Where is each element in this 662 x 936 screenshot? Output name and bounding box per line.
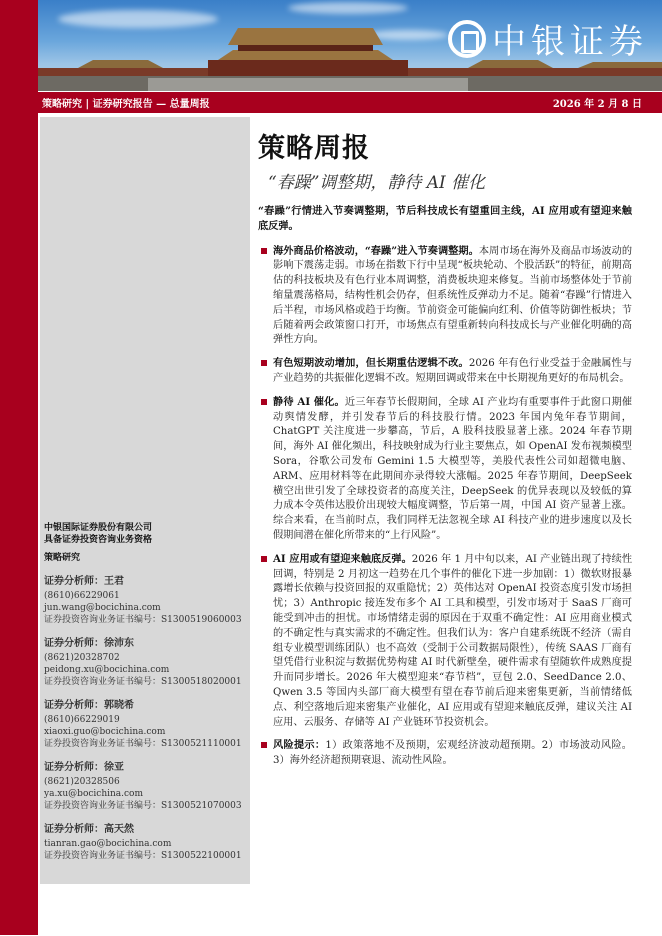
brand-name: 中银证券 <box>492 22 648 62</box>
bullet-heading: 海外商品价格波动，“春躁”进入节奏调整期。 <box>273 244 479 257</box>
analyst-phone: (8621)20328702 <box>44 653 120 663</box>
analyst-phone: (8610)66229061 <box>44 591 120 601</box>
report-category-band <box>38 92 662 113</box>
bullet-body: 近三年春节长假期间，全球 AI 产业均有重要事件于此窗口期催动舆情发酵，并引发春节后的科技股行情。2023 年国内兔年春节期间，ChatGPT 关注度进一步攀高，节后，A 股科技股显著上涨。2024 年春节期间，海外 AI 催化频出，科技映射成为行业主要焦点，如 OpenAI 发布视频模型 Sora，谷歌公司发布 Gemini 1.5 大模型等，美股代表性公司如超微电脑、ARM、应用材料等在此期间亦录得较大涨幅。2025 年春节期间，DeepSeek 横空出世引发了全球投资者的高度关注，DeepSeek 的优异表现以及较低的算力成本令英伟达股价出现较大幅度调整，节后第一周，中国 AI 资产显著上涨。综合来看，在当前时点，我们同样无法忽视全球 AI 科技产业的进步速度以及长假期间潜在催化所带来的“上行风险”。 <box>273 396 633 541</box>
analyst-phone: (8610)66229019 <box>44 715 120 725</box>
bullet-point <box>258 356 632 387</box>
bullet-heading: AI 应用或有望迎来触底反弹。 <box>273 552 412 565</box>
analyst-card <box>44 762 249 812</box>
header-banner <box>38 0 662 91</box>
brand-logo <box>448 14 648 63</box>
analyst-email[interactable]: jun.wang@bocichina.com <box>44 603 161 613</box>
bullet-body: 1）政策落地不及预期，宏观经济波动超预期。2）市场波动风险。3）海外经济超预期衰退、流动性风险。 <box>273 740 632 767</box>
bullet-square-icon <box>261 742 267 748</box>
analyst-info <box>44 522 249 862</box>
report-category: 策略研究 | 证券研究报告 — 总量周报 <box>42 99 210 110</box>
analyst-email[interactable]: ya.xu@bocichina.com <box>44 789 144 799</box>
qualification: 具备证券投资咨询业务资格 <box>44 535 153 545</box>
bullet-body: 2026 年 1 月中旬以来，AI 产业链出现了持续性回调，特别是 2 月初这一趋势在几个事件的催化下进一步加剧：1）微软财报暴露增长依赖与投资回报的双重隐忧；2）英伟达对 OpenAI 投资态度引发市场担忧；3）Anthropic 接连发布多个 AI 工具和模型，引发市场对于 SaaS 厂商可能受到冲击的担忧。市场情绪走弱的原因在于双重不确定性：AI 应用商业模式的不确定性与真实需求的不确定性。但我们认为：客户自建系统既不经济（需自组专业模型训练团队）也不高效（受制于公司数据局限性），传统 SAAS 厂商有望凭借行业积淀与数据优势构建 AI 时代新壁垒，硬件需求有望随软件成熟度提升而同步增长。2026 年大模型迎来“春节档”，豆包 2.0、SeedDance 2.0、Qwen 3.5 等国内头部厂商大模型有望在春节前后迎来密集更新，当前情绪低点、利空落地后迎来密集产业催化，AI 应用或有望迎来触底反弹，建议关注 AI 应用、云服务、存储等 AI 产业链环节投资机会。 <box>273 553 633 728</box>
analyst-name: 证券分析师：王君 <box>44 576 124 587</box>
bullet-point <box>258 738 632 769</box>
department: 策略研究 <box>44 553 81 563</box>
analyst-card <box>44 824 249 862</box>
summary <box>258 204 632 777</box>
page-title: 策略周报 <box>258 133 370 164</box>
analyst-card <box>44 700 249 750</box>
analyst-name: 证券分析师：徐沛东 <box>44 638 134 649</box>
analyst-cert: 证券投资咨询业务证书编号：S1300521070003 <box>44 801 242 811</box>
analyst-cert: 证券投资咨询业务证书编号：S1300518020001 <box>44 677 242 687</box>
analyst-name: 证券分析师：高天然 <box>44 824 134 835</box>
analyst-email[interactable]: peidong.xu@bocichina.com <box>44 665 170 675</box>
bullet-body: 本周市场在海外及商品市场波动的影响下震荡走弱。市场在指数下行中呈现“板块轮动、个股活跃”的特征，前期高估的科技板块及有色行业本周调整，消费板块迎来修复。当前市场整体处于节前缩量震荡格局，结构性机会仍存，但系统性反弹动力不足。随着“春躁”行情进入后半程，市场风格或趋于均衡。节前资金可能偏向红利、价值等防御性板块；节后随着两会政策窗口打开，市场焦点有望重新转向科技成长与产业催化明确的高弹性方向。 <box>273 245 633 346</box>
boc-logo-icon <box>448 20 486 58</box>
lead-summary: “春躁”行情进入节奏调整期，节后科技成长有望重回主线，AI 应用或有望迎来触底反弹。 <box>258 205 632 232</box>
bullet-point <box>258 395 632 544</box>
bullet-point <box>258 244 632 349</box>
analyst-cert: 证券投资咨询业务证书编号：S1300522100001 <box>44 851 242 861</box>
bullet-square-icon <box>261 556 267 562</box>
analyst-email[interactable]: tianran.gao@bocichina.com <box>44 839 172 849</box>
company-name: 中银国际证券股份有限公司 <box>44 523 153 533</box>
analyst-email[interactable]: xiaoxi.guo@bocichina.com <box>44 727 166 737</box>
bullet-heading: 静待 AI 催化。 <box>273 395 345 408</box>
analyst-cert: 证券投资咨询业务证书编号：S1300519060003 <box>44 615 242 625</box>
bullet-square-icon <box>261 399 267 405</box>
analyst-card <box>44 638 249 688</box>
analyst-cert: 证券投资咨询业务证书编号：S1300521110001 <box>44 739 242 749</box>
analyst-card <box>44 576 249 626</box>
bullet-body: 2026 年有色行业受益于金融属性与产业趋势的共振催化逻辑不改。短期回调或带来在中长期视角更好的布局机会。 <box>273 358 632 384</box>
bullet-point <box>258 552 632 731</box>
report-date: 2026 年 2 月 8 日 <box>552 99 642 110</box>
bullet-heading: 风险提示： <box>273 739 326 752</box>
bullet-heading: 有色短期波动增加，但长期重估逻辑不改。 <box>273 357 469 370</box>
left-brand-strip <box>0 0 38 935</box>
analyst-phone: (8621)20328506 <box>44 777 120 787</box>
analyst-name: 证券分析师：郭晓希 <box>44 700 134 711</box>
bullet-square-icon <box>261 360 267 366</box>
page-subtitle: “春躁”调整期，静待 AI 催化 <box>268 173 486 193</box>
analyst-name: 证券分析师：徐亚 <box>44 762 124 773</box>
bullet-square-icon <box>261 248 267 254</box>
